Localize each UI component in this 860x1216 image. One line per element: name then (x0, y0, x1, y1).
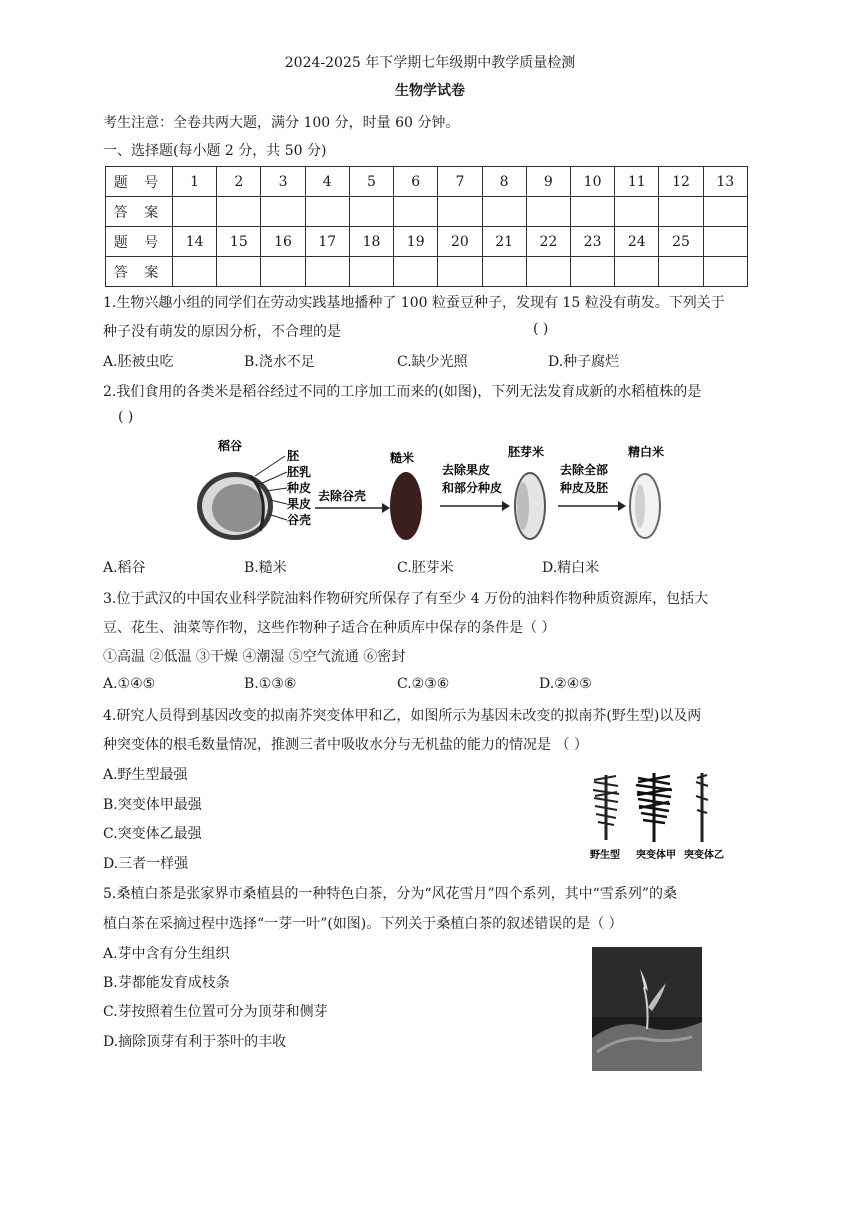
table-cell: 5 (349, 167, 393, 197)
table-cell: 11 (615, 167, 659, 197)
mutant-a-root-icon (636, 773, 672, 842)
answer-cell[interactable] (438, 197, 482, 227)
answer-cell[interactable] (615, 197, 659, 227)
mutant-b-root-icon (696, 773, 708, 842)
table-cell: 21 (482, 227, 526, 257)
wild-type-root-icon (593, 775, 619, 840)
q2-options (103, 557, 763, 577)
mutant-b-label: 突变体乙 (684, 850, 724, 861)
answer-cell[interactable] (615, 257, 659, 287)
answer-table (105, 166, 748, 287)
q5-option-b[interactable]: B.芽都能发育成枝条 (103, 975, 230, 991)
q5-stem-line1: 5.桑植白茶是张家界市桑植县的一种特色白茶，分为“风花雪月”四个系列，其中“雪系列”的桑 (103, 886, 677, 902)
table-cell: 22 (526, 227, 570, 257)
mutant-a-label: 突变体甲 (636, 850, 676, 861)
table-row (106, 167, 748, 197)
answer-cell[interactable] (349, 257, 393, 287)
q1-option-a[interactable]: A.胚被虫吃 (103, 354, 174, 370)
answer-cell[interactable] (659, 197, 703, 227)
q1-option-b[interactable]: B.浇水不足 (244, 354, 315, 370)
q3-stem-line2: 豆、花生、油菜等作物，这些作物种子适合在种质库中保存的条件是（ ） (103, 620, 556, 636)
table-cell: 6 (394, 167, 438, 197)
table-row (106, 227, 748, 257)
answer-cell[interactable] (173, 197, 217, 227)
table-cell: 8 (482, 167, 526, 197)
table-cell: 12 (659, 167, 703, 197)
rice-grain-label: 稻谷 (218, 439, 243, 453)
rice-grain-icon (197, 472, 273, 540)
table-header-cell: 答 案 (106, 197, 173, 227)
answer-cell[interactable] (703, 257, 747, 287)
q3-option-a[interactable]: A.①④⑤ (103, 676, 156, 692)
answer-cell[interactable] (703, 197, 747, 227)
table-cell: 9 (526, 167, 570, 197)
table-cell: 25 (659, 227, 703, 257)
q1-options (103, 351, 763, 371)
q3-stem-line1: 3.位于武汉的中国农业科学院油料作物研究所保存了有至少 4 万份的油料作物种质资源库，包括大 (103, 591, 709, 607)
table-header-cell: 题 号 (106, 167, 173, 197)
answer-cell[interactable] (217, 257, 261, 287)
step2-label-a: 去除果皮 (442, 463, 491, 477)
exam-subtitle: 生物学试卷 (395, 83, 465, 99)
answer-cell[interactable] (526, 197, 570, 227)
q4-option-c[interactable]: C.突变体乙最强 (103, 826, 202, 842)
table-cell: 14 (173, 227, 217, 257)
answer-cell[interactable] (217, 197, 261, 227)
arrow-icon (382, 503, 390, 513)
q1-stem-line1: 1.生物兴趣小组的同学们在劳动实践基地播种了 100 粒蚕豆种子，发现有 15 粒没有萌发。下列关于 (103, 295, 725, 311)
answer-cell[interactable] (570, 257, 614, 287)
q4-option-b[interactable]: B.突变体甲最强 (103, 797, 202, 813)
answer-cell[interactable] (261, 257, 305, 287)
table-cell: 16 (261, 227, 305, 257)
table-cell: 19 (394, 227, 438, 257)
q2-option-c[interactable]: C.胚芽米 (397, 560, 454, 576)
table-cell: 2 (217, 167, 261, 197)
q4-stem-line2: 种突变体的根毛数量情况，推测三者中吸收水分与无机盐的能力的情况是 （ ） (103, 737, 588, 753)
table-cell: 20 (438, 227, 482, 257)
table-cell (703, 227, 747, 257)
table-cell: 15 (217, 227, 261, 257)
q1-option-c[interactable]: C.缺少光照 (397, 354, 468, 370)
answer-cell[interactable] (349, 197, 393, 227)
answer-cell[interactable] (173, 257, 217, 287)
exam-title: 2024-2025 年下学期七年级期中教学质量检测 (284, 55, 576, 71)
answer-cell[interactable] (659, 257, 703, 287)
table-row (106, 197, 748, 227)
q1-answer-paren: ( ) (533, 321, 549, 337)
answer-cell[interactable] (394, 257, 438, 287)
wild-type-label: 野生型 (590, 850, 620, 861)
arrow-icon (618, 501, 626, 511)
step1-label: 去除谷壳 (318, 489, 367, 503)
q3-conditions: ①高温 ②低温 ③干燥 ④潮湿 ⑤空气流通 ⑥密封 (103, 649, 406, 665)
table-cell: 1 (173, 167, 217, 197)
table-header-cell: 答 案 (106, 257, 173, 287)
root-hair-figure (586, 770, 736, 864)
q5-option-a[interactable]: A.芽中含有分生组织 (103, 946, 230, 962)
answer-cell[interactable] (526, 257, 570, 287)
q1-stem-line2: 种子没有萌发的原因分析，不合理的是 (103, 324, 341, 340)
q5-option-c[interactable]: C.芽按照着生位置可分为顶芽和侧芽 (103, 1004, 328, 1020)
q5-stem-line2: 植白茶在采摘过程中选择“一芽一叶”(如图)。下列关于桑植白茶的叙述错误的是（ ） (103, 916, 623, 932)
table-header-cell: 题 号 (106, 227, 173, 257)
germ-rice-label: 胚芽米 (508, 445, 545, 459)
part-label-embryo: 胚 (287, 449, 300, 463)
table-cell: 18 (349, 227, 393, 257)
q2-stem-line1: 2.我们食用的各类米是稻谷经过不同的工序加工而来的(如图)，下列无法发育成新的水稻植株的是 (103, 384, 702, 400)
step3-label-a: 去除全部 (560, 463, 609, 477)
white-rice-label: 精白米 (628, 445, 665, 459)
table-cell: 24 (615, 227, 659, 257)
q2-answer-paren: ( ) (118, 409, 134, 425)
q3-options (103, 676, 763, 692)
answer-cell[interactable] (305, 257, 349, 287)
section-heading: 一、选择题(每小题 2 分，共 50 分) (103, 143, 327, 159)
table-row (106, 257, 748, 287)
answer-cell[interactable] (305, 197, 349, 227)
table-cell: 4 (305, 167, 349, 197)
q4-option-a[interactable]: A.野生型最强 (103, 767, 188, 783)
table-cell: 7 (438, 167, 482, 197)
answer-cell[interactable] (394, 197, 438, 227)
table-cell: 10 (570, 167, 614, 197)
table-cell: 17 (305, 227, 349, 257)
answer-cell[interactable] (438, 257, 482, 287)
table-cell: 23 (570, 227, 614, 257)
brown-rice-label: 糙米 (390, 451, 415, 465)
part-label-seed-coat: 种皮 (287, 481, 312, 495)
q2-option-d[interactable]: D.精白米 (542, 560, 600, 576)
step2-label-b: 和部分种皮 (442, 481, 503, 495)
tea-bud-photo (592, 947, 702, 1071)
table-cell: 13 (703, 167, 747, 197)
q3-option-c[interactable]: C.②③⑥ (397, 676, 450, 692)
q4-option-d[interactable]: D.三者一样强 (103, 856, 189, 872)
answer-cell[interactable] (482, 197, 526, 227)
q3-option-b[interactable]: B.①③⑥ (244, 676, 297, 692)
q5-option-d[interactable]: D.摘除顶芽有利于茶叶的丰收 (103, 1034, 287, 1050)
table-cell: 3 (261, 167, 305, 197)
q3-option-d[interactable]: D.②④⑤ (539, 676, 592, 692)
answer-cell[interactable] (482, 257, 526, 287)
part-label-endosperm: 胚乳 (287, 465, 312, 479)
q2-option-b[interactable]: B.糙米 (244, 560, 287, 576)
q1-option-d[interactable]: D.种子腐烂 (548, 354, 620, 370)
part-label-husk: 谷壳 (287, 513, 312, 527)
step3-label-b: 种皮及胚 (560, 481, 609, 495)
rice-processing-figure (190, 436, 680, 548)
answer-cell[interactable] (570, 197, 614, 227)
q2-option-a[interactable]: A.稻谷 (103, 560, 146, 576)
brown-rice-icon (390, 472, 422, 540)
answer-cell[interactable] (261, 197, 305, 227)
arrow-icon (502, 501, 510, 511)
exam-notice: 考生注意：全卷共两大题，满分 100 分，时量 60 分钟。 (103, 115, 460, 131)
q4-stem-line1: 4.研究人员得到基因改变的拟南芥突变体甲和乙，如图所示为基因未改变的拟南芥(野生型)以及两 (103, 708, 702, 724)
part-label-pericarp: 果皮 (287, 497, 312, 511)
